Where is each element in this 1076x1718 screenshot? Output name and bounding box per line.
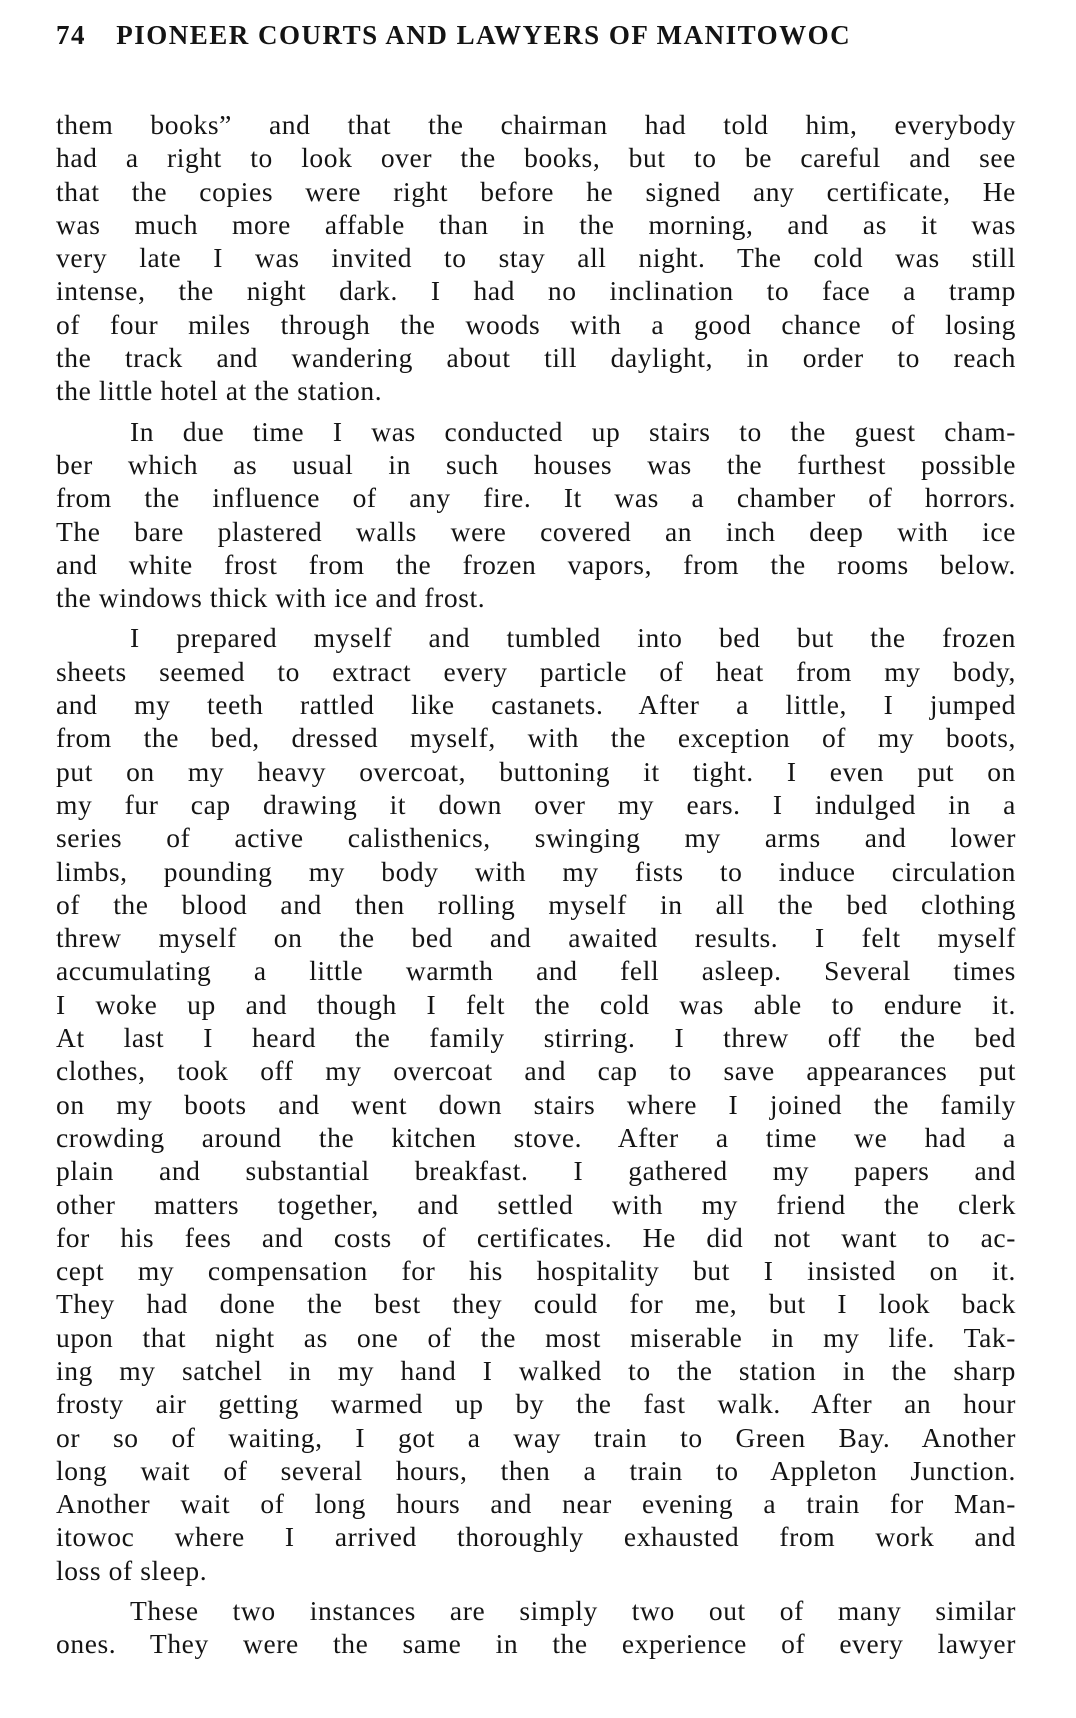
page-number: 74 <box>56 20 86 50</box>
running-head <box>56 20 1016 60</box>
text-line: upon that night as one of the most miserable in my life. Tak- <box>56 1321 1016 1353</box>
text-line: had a right to look over the books, but to be careful and see <box>56 142 1016 174</box>
text-line: limbs, pounding my body with my fists to induce circulation <box>56 855 1016 887</box>
text-line: and my teeth rattled like castanets. After a little, I jumped <box>56 689 1016 721</box>
text-line: The bare plastered walls were covered an inch deep with ice <box>56 515 1016 547</box>
text-line: ones. They were the same in the experience of every lawyer <box>56 1628 1016 1660</box>
text-line: very late I was invited to stay all night. The cold was still <box>56 242 1016 274</box>
text-line: on my boots and went down stairs where I joined the family <box>56 1088 1016 1120</box>
text-line: for his fees and costs of certificates. He did not want to ac- <box>56 1221 1016 1253</box>
text-line: the little hotel at the station. <box>56 375 383 407</box>
body-text <box>56 108 1016 1668</box>
text-line: was much more affable than in the morning, and as it was <box>56 208 1016 240</box>
text-line: I woke up and though I felt the cold was able to endure it. <box>56 988 1016 1020</box>
text-line: that the copies were right before he signed any certificate, He <box>56 175 1016 207</box>
text-line: from the bed, dressed myself, with the exception of my boots, <box>56 722 1016 754</box>
paragraph <box>56 621 1016 1587</box>
text-line: crowding around the kitchen stove. After a time we had a <box>56 1121 1016 1153</box>
text-line: cept my compensation for his hospitality but I insisted on it. <box>56 1255 1016 1287</box>
text-line: of the blood and then rolling myself in all the bed clothing <box>56 888 1016 920</box>
text-line: intense, the night dark. I had no inclination to face a tramp <box>56 275 1016 307</box>
text-line: These two instances are simply two out of many similar <box>130 1595 1016 1627</box>
text-line: or so of waiting, I got a way train to Green Bay. Another <box>56 1421 1016 1453</box>
text-line: them books” and that the chairman had told him, everybody <box>56 109 1016 140</box>
text-line: loss of sleep. <box>56 1554 208 1586</box>
text-line: from the influence of any fire. It was a chamber of horrors. <box>56 482 1016 514</box>
text-line: put on my heavy overcoat, buttoning it tight. I even put on <box>56 755 1016 787</box>
text-line: clothes, took off my overcoat and cap to save appearances put <box>56 1055 1016 1087</box>
text-line: They had done the best they could for me, but I look back <box>56 1288 1016 1320</box>
text-line: the track and wandering about till daylight, in order to reach <box>56 342 1016 374</box>
text-line: At last I heard the family stirring. I threw off the bed <box>56 1022 1016 1054</box>
text-line: the windows thick with ice and frost. <box>56 582 486 614</box>
text-line: series of active calisthenics, swinging my arms and lower <box>56 822 1016 854</box>
text-line: plain and substantial breakfast. I gathered my papers and <box>56 1155 1016 1187</box>
text-line: frosty air getting warmed up by the fast walk. After an hour <box>56 1388 1016 1420</box>
text-line: long wait of several hours, then a train to Appleton Junction. <box>56 1454 1016 1486</box>
text-line: of four miles through the woods with a good chance of losing <box>56 308 1016 340</box>
text-line: accumulating a little warmth and fell asleep. Several times <box>56 955 1016 987</box>
text-line: ber which as usual in such houses was the furthest possible <box>56 448 1016 480</box>
text-line: threw myself on the bed and awaited results. I felt myself <box>56 922 1016 954</box>
paragraph <box>56 1594 1016 1661</box>
text-line: ing my satchel in my hand I walked to the station in the sharp <box>56 1354 1016 1386</box>
text-line: my fur cap drawing it down over my ears. I indulged in a <box>56 788 1016 820</box>
paragraph <box>56 415 1016 615</box>
text-line: other matters together, and settled with my friend the clerk <box>56 1188 1016 1220</box>
running-title: PIONEER COURTS AND LAWYERS OF MANITOWOC <box>116 20 852 50</box>
paragraph <box>56 108 1016 408</box>
text-line: In due time I was conducted up stairs to the guest cham- <box>130 415 1016 447</box>
text-line: Another wait of long hours and near evening a train for Man- <box>56 1488 1016 1520</box>
text-line: and white frost from the frozen vapors, from the rooms below. <box>56 548 1016 580</box>
text-line: I prepared myself and tumbled into bed but the frozen <box>130 622 1016 654</box>
text-line: itowoc where I arrived thoroughly exhausted from work and <box>56 1521 1016 1553</box>
text-line: sheets seemed to extract every particle of heat from my body, <box>56 655 1016 687</box>
